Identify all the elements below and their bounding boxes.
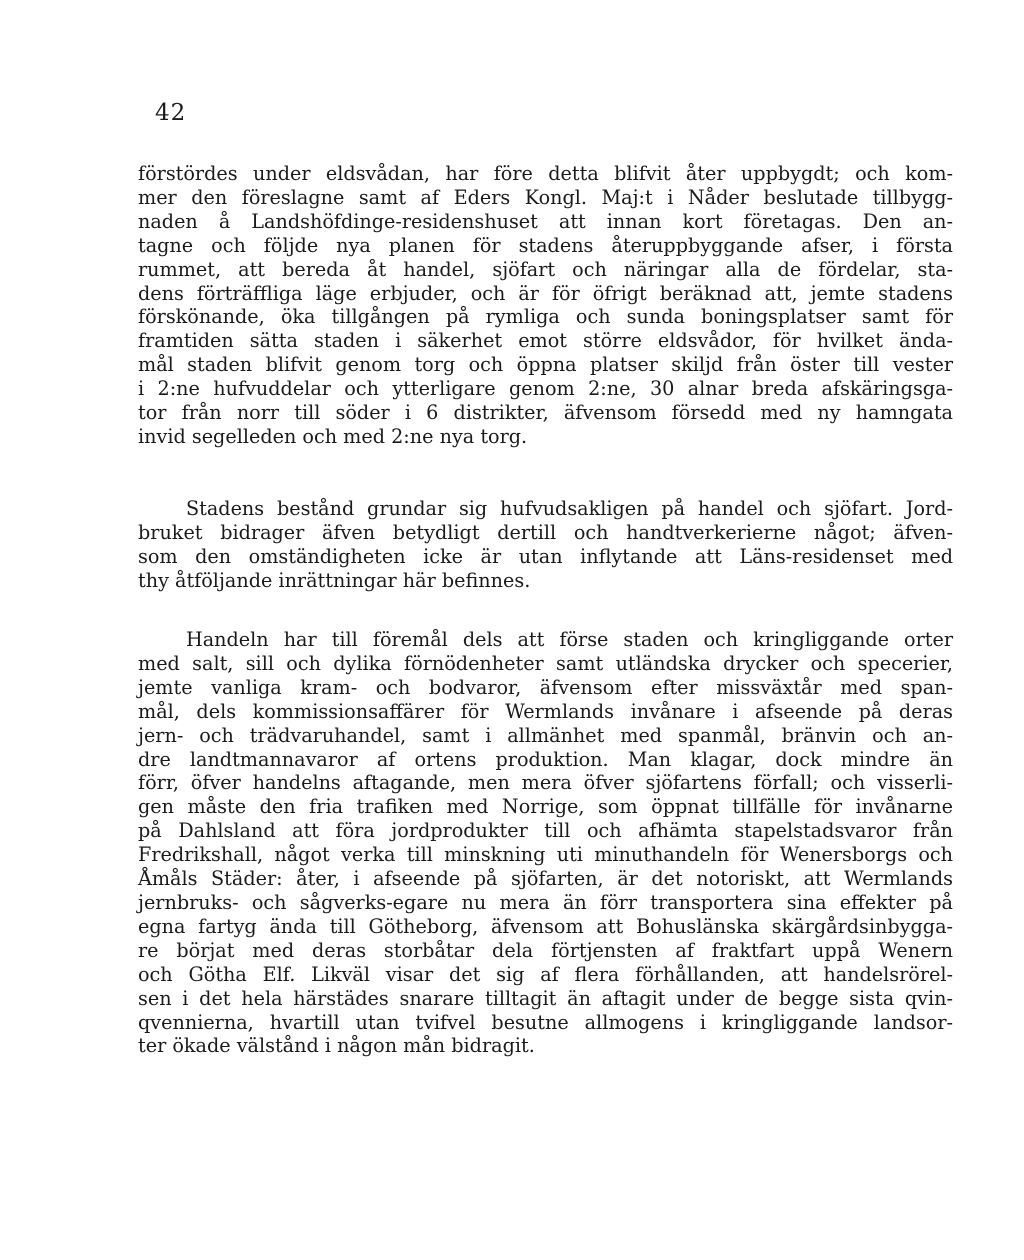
paragraph-1	[138, 162, 953, 449]
text-line: Stadens bestånd grundar sig hufvudsakligen på handel och sjöfart. Jord-	[186, 497, 953, 520]
text-line: dre landtmannavaror af ortens produktion. Man klagar, dock mindre än	[138, 747, 953, 771]
text-line: som den omständigheten icke är utan inflytande att Läns-residenset med	[138, 544, 953, 568]
text-line: mål, dels kommissionsaffärer för Wermlands invånare i afseende på deras	[138, 699, 953, 723]
text-line: förskönande, öka tillgången på rymliga och sunda boningsplatser samt för	[138, 305, 953, 329]
text-line: i 2:ne hufvuddelar och ytterligare genom 2:ne, 30 alnar breda afskäringsga-	[138, 377, 953, 401]
page-number: 42	[155, 100, 187, 126]
text-line: Handeln har till föremål dels att förse staden och kringliggande orter	[186, 628, 953, 651]
text-line: naden å Landshöfdinge-residenshuset att innan kort företagas. Den an-	[138, 209, 953, 233]
text-line: tagne och följde nya planen för stadens återuppbyggande afser, i första	[138, 233, 953, 257]
text-line: Åmåls Städer: åter, i afseende på sjöfarten, är det notoriskt, att Wermlands	[138, 867, 953, 891]
text-line: framtiden sätta staden i säkerhet emot större eldsvådor, för hvilket ända-	[138, 329, 953, 353]
text-line: bruket bidrager äfven betydligt dertill och handtverkerierne något; äfven-	[138, 520, 953, 544]
text-line: sen i det hela härstädes snarare tilltagit än aftagit under de begge sista qvin-	[138, 986, 953, 1010]
text-line: förr, öfver handelns aftagande, men mera öfver sjöfartens förfall; och visserli-	[138, 771, 953, 795]
text-line: på Dahlsland att föra jordprodukter till och afhämta stapelstadsvaror från	[138, 819, 953, 843]
text-line: Fredrikshall, något verka till minskning uti minuthandeln för Wenersborgs och	[138, 843, 953, 867]
paragraph-2	[138, 497, 953, 593]
text-line: mer den föreslagne samt af Eders Kongl. Maj:t i Nåder beslutade tillbygg-	[138, 185, 953, 209]
text-line: förstördes under eldsvådan, har före detta blifvit åter uppbygdt; och kom-	[138, 162, 953, 185]
text-line: tor från norr till söder i 6 distrikter, äfvensom försedd med ny hamngata	[138, 401, 953, 425]
text-line: ter ökade välstånd i någon mån bidragit.	[138, 1034, 535, 1058]
text-line: egna fartyg ända till Götheborg, äfvensom att Bohuslänska skärgårdsinbyggа-	[138, 914, 953, 938]
text-line: jernbruks- och sågverks-egare nu mera än förr transportera sina effekter på	[138, 890, 953, 914]
paragraph-3	[138, 628, 953, 1058]
text-line: jern- och trädvaruhandel, samt i allmänhet med spanmål, bränvin och an-	[138, 723, 953, 747]
text-line: re börjat med deras storbåtar dela förtjensten af fraktfart uppå Wenern	[138, 938, 953, 962]
text-line: dens förträffliga läge erbjuder, och är för öfrigt beräknad att, jemte stadens	[138, 281, 953, 305]
text-line: mål staden blifvit genom torg och öppna platser skiljd från öster till vester	[138, 353, 953, 377]
text-line: thy åtföljande inrättningar här befinnes.	[138, 568, 531, 592]
text-line: jemte vanliga kram- och bodvaror, äfvensom efter missväxtår med span-	[138, 675, 953, 699]
text-line: gen måste den fria trafiken med Norrige, som öppnat tillfälle för invånarne	[138, 795, 953, 819]
text-line: rummet, att bereda åt handel, sjöfart och näringar alla de fördelar, sta-	[138, 257, 953, 281]
text-line: qvennierna, hvartill utan tvifvel besutne allmogens i kringliggande landsor-	[138, 1010, 953, 1034]
text-line: invid segelleden och med 2:ne nya torg.	[138, 424, 528, 448]
text-line: och Götha Elf. Likväl visar det sig af flera förhållanden, att handelsrörel-	[138, 962, 953, 986]
text-line: med salt, sill och dylika förnödenheter samt utländska drycker och specerier,	[138, 651, 953, 675]
